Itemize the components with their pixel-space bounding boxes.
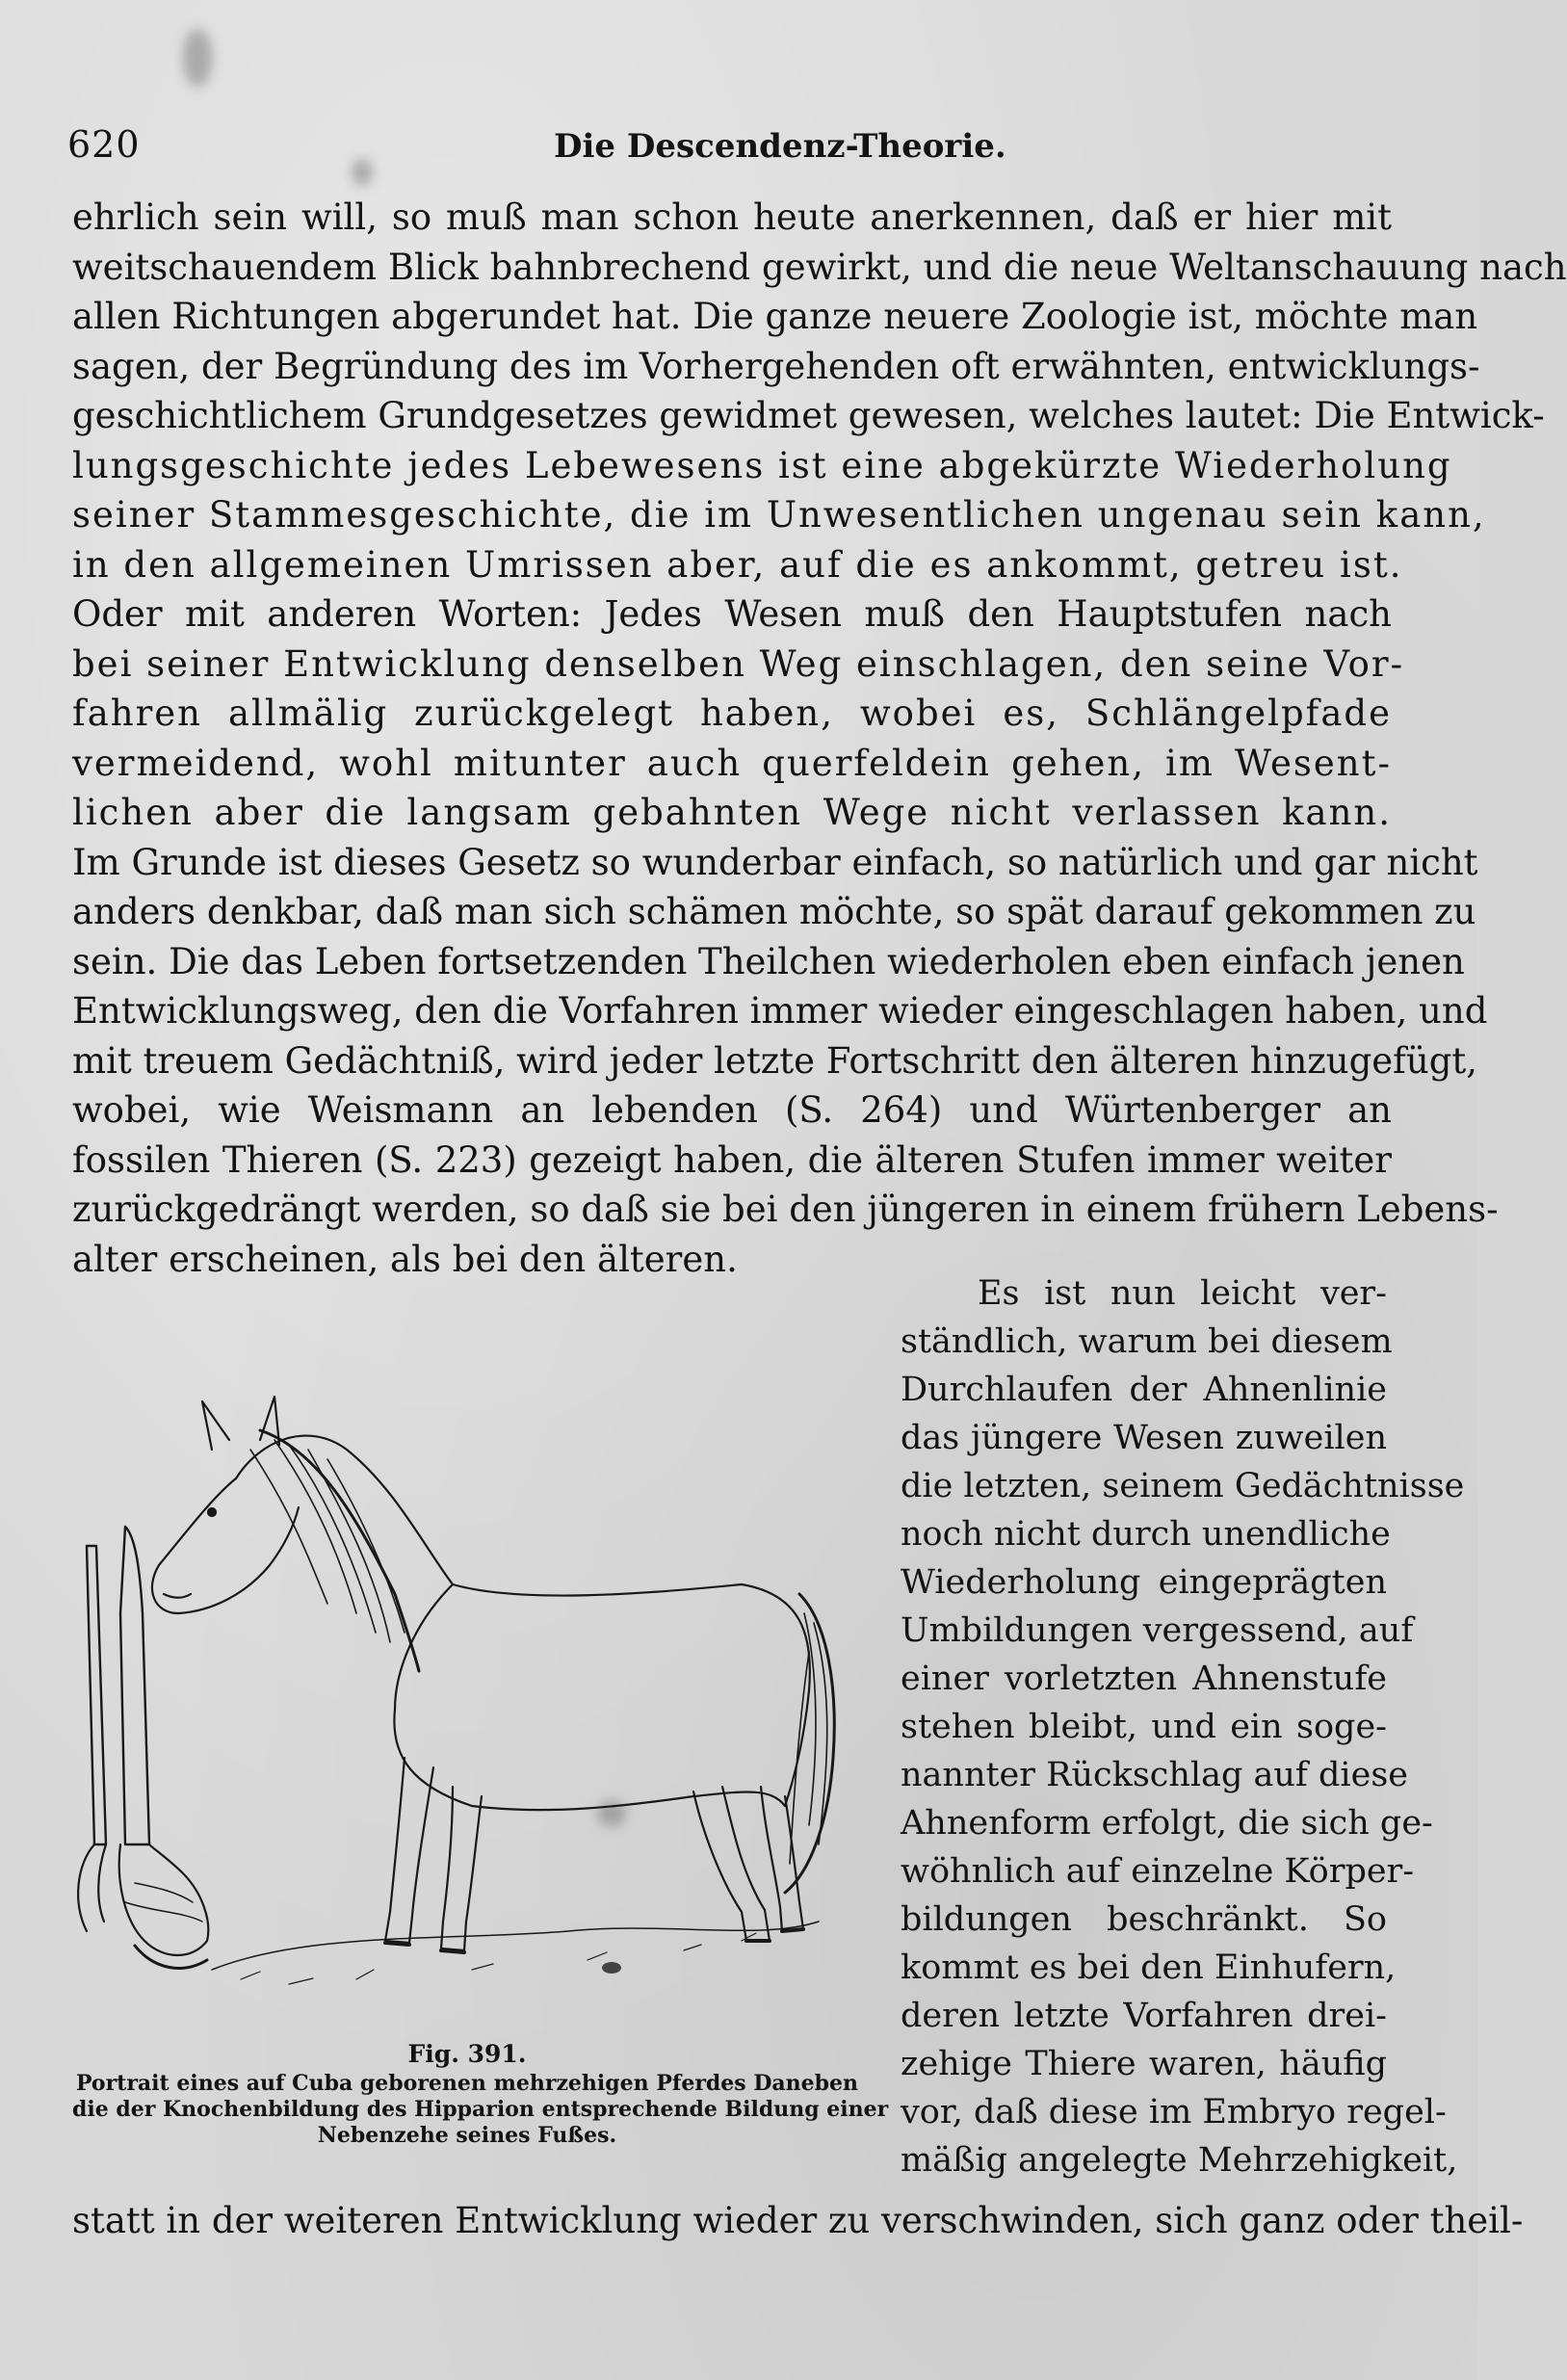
- text-line: Wiederholung eingeprägten: [901, 1563, 1387, 1602]
- text-line: alter erscheinen, als bei den älteren.: [72, 1238, 738, 1280]
- ink-smudge: [183, 29, 212, 87]
- text-line-emphasis: seiner Stammesgeschichte, die im Unwesentlichen ungenau sein kann,: [72, 494, 1486, 536]
- text-line: wöhnlich auf einzelne Körper-: [901, 1852, 1415, 1891]
- right-column-text: [901, 1269, 1465, 2184]
- caption-line: Portrait eines auf Cuba geborenen mehrzehigen Pferdes Daneben: [75, 2071, 859, 2096]
- text-line: zehige Thiere waren, häufig: [901, 2045, 1387, 2083]
- text-line-emphasis: bei seiner Entwicklung denselben Weg einschlagen, den seine Vor-: [72, 642, 1405, 685]
- text-line: weitschauendem Blick bahnbrechend gewirkt, und die neue Weltanschauung nach: [72, 246, 1567, 288]
- main-text: [72, 193, 1567, 1284]
- text-line: allen Richtungen abgerundet hat. Die ganze neuere Zoologie ist, möchte man: [72, 296, 1478, 337]
- text-line: geschichtlichem Grundgesetzes gewidmet gewesen, welches lautet: Die Entwick-: [72, 395, 1545, 436]
- text-line: vor, daß diese im Embryo regel-: [901, 2093, 1447, 2132]
- running-head: Die Descendenz-Theorie.: [554, 127, 1006, 166]
- text-line: wobei, wie Weismann an lebenden (S. 264) und Würtenberger an: [72, 1089, 1392, 1131]
- horse-drawing: [67, 1305, 867, 2008]
- text-line: sein. Die das Leben fortsetzenden Theilchen wiederholen eben einfach jenen: [72, 940, 1465, 982]
- text-line-emphasis: lichen aber die langsam gebahnten Wege nicht verlassen kann.: [72, 792, 1392, 833]
- text-line: die letzten, seinem Gedächtnisse: [901, 1467, 1465, 1505]
- text-line: das jüngere Wesen zuweilen: [901, 1419, 1387, 1457]
- text-line: mit treuem Gedächtniß, wird jeder letzte Fortschritt den älteren hinzugefügt,: [72, 1039, 1478, 1082]
- page-header: [67, 123, 1397, 181]
- text-line: sagen, der Begründung des im Vorhergehenden oft erwähnten, entwicklungs-: [72, 345, 1480, 387]
- page-number: 620: [67, 123, 141, 166]
- text-line: einer vorletzten Ahnenstufe: [901, 1660, 1387, 1698]
- final-text-line: statt in der weiteren Entwicklung wieder zu verschwinden, sich ganz oder theil-: [72, 2200, 1524, 2241]
- text-line: ständlich, warum bei diesem: [901, 1322, 1393, 1361]
- text-line-emphasis: vermeidend, wohl mitunter auch querfeldein gehen, im Wesent-: [72, 742, 1392, 784]
- figure-label: Fig. 391.: [407, 2040, 527, 2068]
- text-line: Oder mit anderen Worten: Jedes Wesen muß den Hauptstufen nach: [72, 593, 1392, 635]
- text-line: fossilen Thieren (S. 223) gezeigt haben, die älteren Stufen immer weiter: [72, 1138, 1392, 1181]
- text-line: Entwicklungsweg, den die Vorfahren immer wieder eingeschlagen haben, und: [72, 990, 1488, 1032]
- text-line: Es ist nun leicht ver-: [978, 1274, 1387, 1313]
- text-line: mäßig angelegte Mehrzehigkeit,: [901, 2141, 1458, 2180]
- text-line-emphasis: lungsgeschichte jedes Lebewesens ist eine abgekürzte Wiederholung: [72, 444, 1452, 486]
- text-line: anders denkbar, daß man sich schämen möchte, so spät darauf gekommen zu: [72, 891, 1476, 932]
- text-line: nannter Rückschlag auf diese: [901, 1756, 1408, 1794]
- figure-caption: [72, 2071, 889, 2149]
- caption-line: die der Knochenbildung des Hipparion entsprechende Bildung einer: [72, 2097, 889, 2122]
- text-line: bildungen beschränkt. So: [901, 1900, 1387, 1939]
- text-line-emphasis: in den allgemeinen Umrissen aber, auf die es ankommt, getreu ist.: [72, 543, 1403, 586]
- text-line: zurückgedrängt werden, so daß sie bei den jüngeren in einem frühern Lebens-: [72, 1189, 1499, 1230]
- text-line-emphasis: fahren allmälig zurückgelegt haben, wobei es, Schlängelpfade: [72, 693, 1392, 734]
- caption-line: Nebenzehe seines Fußes.: [317, 2123, 617, 2148]
- text-line: deren letzte Vorfahren drei-: [901, 1997, 1387, 2035]
- horse-illustration: [67, 1305, 867, 2008]
- text-line: stehen bleibt, und ein soge-: [901, 1708, 1387, 1746]
- text-line: ehrlich sein will, so muß man schon heute anerkennen, daß er hier mit: [72, 196, 1392, 238]
- ground-line: [212, 1922, 819, 1970]
- text-line: Ahnenform erfolgt, die sich ge-: [901, 1804, 1433, 1843]
- text-line: noch nicht durch unendliche: [901, 1515, 1391, 1554]
- text-line: Umbildungen vergessend, auf: [901, 1611, 1414, 1650]
- text-line: kommt es bei den Einhufern,: [901, 1948, 1397, 1987]
- text-line: Im Grunde ist dieses Gesetz so wunderbar einfach, so natürlich und gar nicht: [72, 841, 1478, 883]
- text-line: Durchlaufen der Ahnenlinie: [901, 1371, 1387, 1409]
